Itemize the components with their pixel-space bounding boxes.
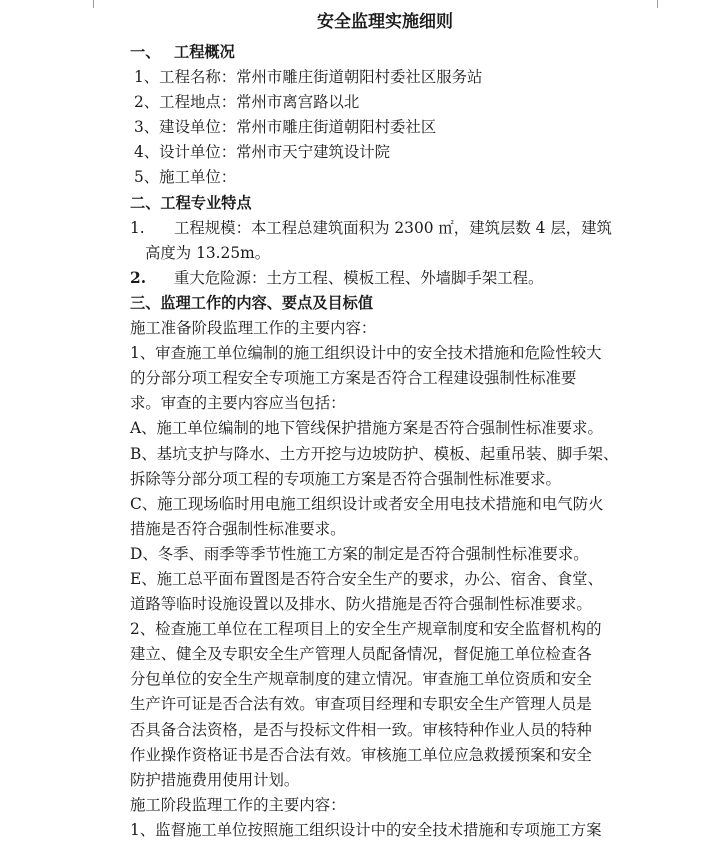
body-line: 1、监督施工单位按照施工组织设计中的安全技术措施和专项施工方案: [130, 820, 602, 839]
section2-item1-text: 工程规模：本工程总建筑面积为 2300 ㎡，建筑层数 4 层，建筑: [174, 218, 612, 237]
section1-item: 5、施工单位：: [134, 168, 237, 187]
body-line: 作业操作资格证书是否合法有效。审核施工单位应急救援预案和安全: [130, 745, 592, 764]
section2-item2-number: 2.: [130, 268, 147, 287]
section2-item-1: [130, 216, 640, 241]
section2-item2-text: 重大危险源：土方工程、模板工程、外墙脚手架工程。: [174, 268, 544, 287]
page-corner-mark-left: [93, 0, 94, 8]
body-line: 分包单位的安全生产规章制度的建立情况。审查施工单位资质和安全: [130, 670, 592, 689]
page-corner-mark-right: [657, 0, 658, 8]
body-line: 求。审查的主要内容应当包括：: [130, 394, 346, 413]
body-line: 1、审查施工单位编制的施工组织设计中的安全技术措施和危险性较大: [130, 344, 602, 363]
section2-item-1-continuation: 高度为 13.25m。: [145, 243, 271, 262]
body-line: A、施工单位编制的地下管线保护措施方案是否符合强制性标准要求。: [130, 419, 603, 438]
body-line: 施工阶段监理工作的主要内容：: [130, 795, 346, 814]
body-line: D、冬季、雨季等季节性施工方案的制定是否符合强制性标准要求。: [130, 544, 589, 563]
section1-item: 1、工程名称：常州市雕庄街道朝阳村委社区服务站: [134, 68, 483, 87]
section1-heading: [130, 40, 640, 65]
section1-heading-text: 工程概况: [174, 43, 235, 61]
body-line: 建立、健全及专职安全生产管理人员配备情况，督促施工单位检查各: [130, 645, 592, 664]
section2-heading: 二、工程专业特点: [130, 193, 252, 212]
section2-item-2: [130, 266, 640, 291]
body-line: E、施工总平面布置图是否符合安全生产的要求，办公、宿舍、食堂、: [130, 569, 603, 588]
section2-item1-number: 1.: [130, 218, 145, 237]
body-line: C、施工现场临时用电施工组织设计或者安全用电技术措施和电气防火: [130, 494, 604, 513]
section1-item: 4、设计单位：常州市天宁建筑设计院: [134, 143, 391, 162]
body-line: 措施是否符合强制性标准要求。: [130, 519, 346, 538]
body-line: 生产许可证是否合法有效。审查项目经理和专职安全生产管理人员是: [130, 695, 592, 714]
body-line: 2、检查施工单位在工程项目上的安全生产规章制度和安全监督机构的: [130, 620, 602, 639]
document-page: [130, 10, 640, 843]
body-line: 拆除等分部分项工程的专项施工方案是否符合强制性标准要求。: [130, 469, 561, 488]
body-line: 的分部分项工程安全专项施工方案是否符合工程建设强制性标准要: [130, 369, 577, 388]
section1-number: 一、: [130, 43, 161, 61]
body-line: 道路等临时设施设置以及排水、防火措施是否符合强制性标准要求。: [130, 595, 592, 614]
document-title: 安全监理实施细则: [317, 12, 453, 32]
body-line: B、基坑支护与降水、土方开挖与边坡防护、模板、起重吊装、脚手架、: [130, 444, 619, 463]
body-line: 防护措施费用使用计划。: [130, 770, 300, 789]
section3-heading: 三、监理工作的内容、要点及目标值: [130, 293, 373, 312]
body-line: 施工准备阶段监理工作的主要内容：: [130, 319, 377, 338]
body-line: 否具备合法资格，是否与投标文件相一致。审核特种作业人员的特种: [130, 720, 592, 739]
section1-item: 2、工程地点：常州市离宫路以北: [134, 93, 360, 112]
section1-item: 3、建设单位：常州市雕庄街道朝阳村委社区: [134, 118, 437, 137]
